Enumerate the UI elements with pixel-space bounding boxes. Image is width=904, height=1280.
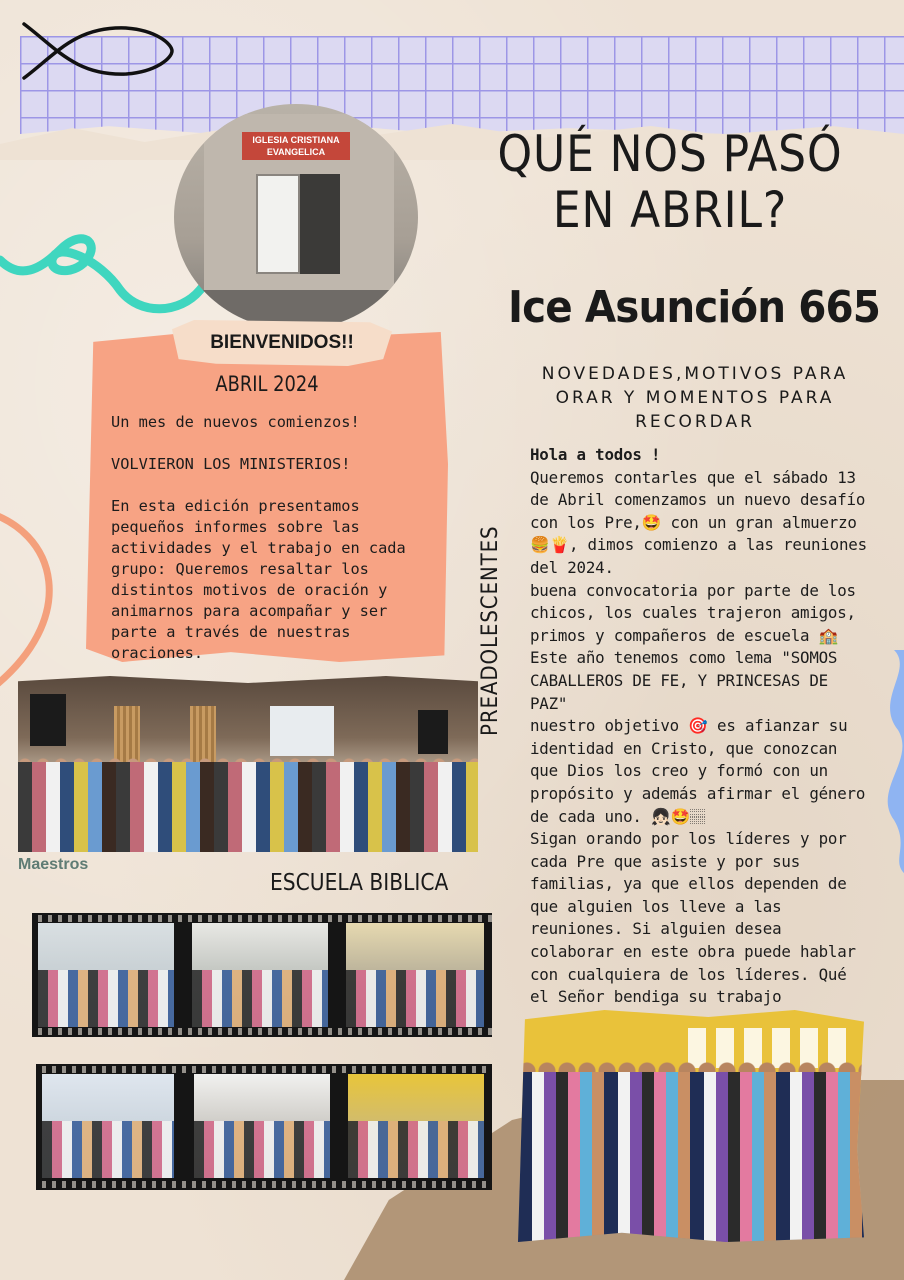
welcome-paragraph: Un mes de nuevos comienzos! bbox=[111, 413, 360, 431]
film-strip bbox=[32, 913, 492, 1037]
film-frame-photo bbox=[38, 923, 174, 1027]
welcome-paragraph: En esta edición presentamos pequeños informes sobre las actividades y el trabajo en cada grupo: Queremos resaltar los distintos motivos de oración y animarnos para acompañar y ser parte a través de nuestras oraciones. bbox=[111, 497, 406, 662]
welcome-label: BIENVENIDOS!! bbox=[210, 332, 354, 353]
welcome-body bbox=[111, 412, 441, 664]
preadolescentes-section-label: PREADOLESCENTES bbox=[478, 525, 503, 736]
headline-line-2: EN ABRIL? bbox=[552, 181, 788, 239]
film-frame-photo bbox=[42, 1074, 174, 1178]
page-headline bbox=[468, 126, 873, 238]
film-frame-photo bbox=[346, 923, 484, 1027]
film-strip bbox=[36, 1064, 492, 1190]
church-sign: IGLESIA CRISTIANA EVANGELICA bbox=[242, 132, 350, 160]
film-frame-photo bbox=[192, 923, 328, 1027]
welcome-paragraph: VOLVIERON LOS MINISTERIOS! bbox=[111, 455, 351, 473]
welcome-date: ABRIL 2024 bbox=[215, 372, 319, 396]
preadolescentes-article bbox=[530, 444, 870, 1009]
preadolescentes-group-photo bbox=[518, 1010, 864, 1242]
teachers-group-photo bbox=[18, 676, 478, 852]
fish-icon bbox=[16, 18, 176, 84]
film-frame-photo bbox=[194, 1074, 330, 1178]
article-body: Queremos contarles que el sábado 13 de Abril comenzamos un nuevo desafío con los Pre,🤩 con un gran almuerzo🍔🍟, dimos comienzo a las reuniones del 2024. buena convocatoria por parte de los chicos, los cuales trajeron amigos, primos y compañeros de escuela 🏫 Este año tenemos como lema "SOMOS CABALLEROS DE FE, Y PRINCESAS DE PAZ" nuestro objetivo 🎯 es afianzar su identidad en Cristo, que conozcan que Dios los creo y formó con un propósito y además afirmar el género de cada uno. 👧🏻🤩🏽 Sigan orando por los líderes y por cada Pre que asiste y por sus familias, ya que ellos dependen de que alguien los lleve a las reuniones. Si alguien desea colaborar en este obra puede hablar con cualquiera de los líderes. Qué el Señor bendiga su trabajo bbox=[530, 467, 867, 1007]
church-name: Ice Asunción 665 bbox=[507, 282, 881, 333]
tagline: NOVEDADES,MOTIVOS PARA ORAR Y MOMENTOS PARA RECORDAR bbox=[541, 364, 849, 432]
maestros-caption: Maestros bbox=[18, 856, 89, 873]
salmon-arc-decoration bbox=[0, 500, 90, 700]
film-frame-photo bbox=[348, 1074, 484, 1178]
headline-line-1: QUÉ NOS PASÓ bbox=[497, 125, 843, 183]
article-greeting: Hola a todos ! bbox=[530, 445, 661, 464]
escuela-biblica-caption: ESCUELA BIBLICA bbox=[270, 870, 449, 896]
church-building-photo bbox=[174, 104, 418, 330]
